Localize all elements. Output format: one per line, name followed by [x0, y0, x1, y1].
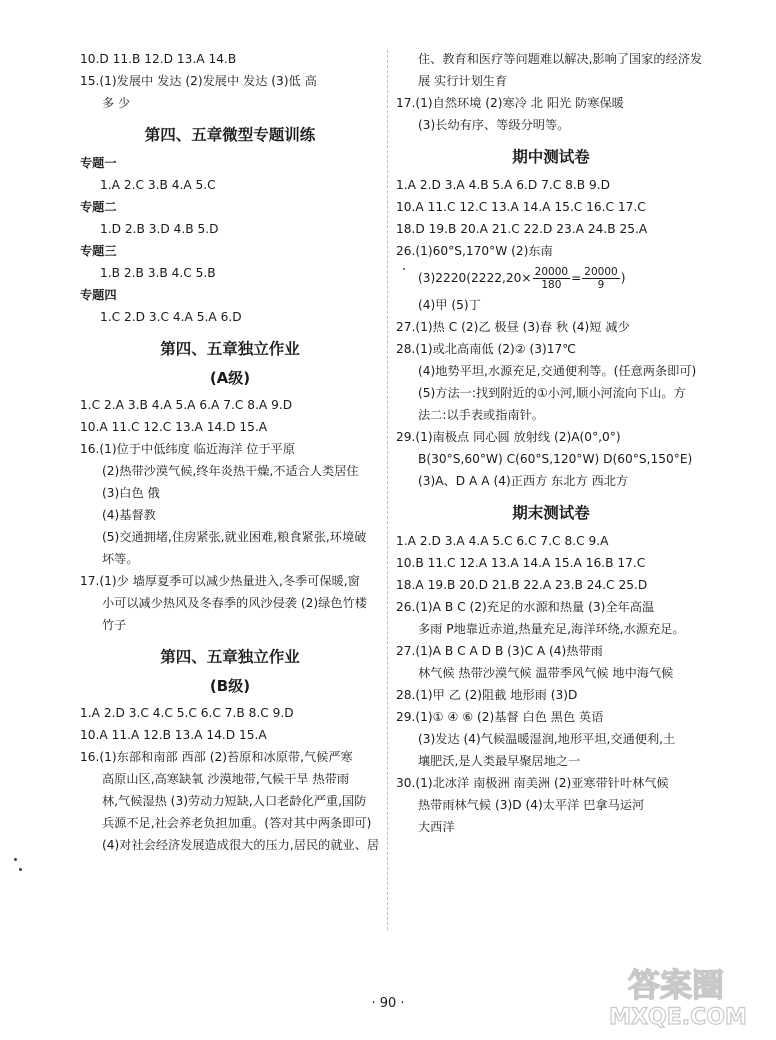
scan-speck [14, 858, 17, 861]
page-number: · 90 · [371, 996, 405, 1011]
fraction [582, 266, 619, 291]
fraction-suffix: ) [620, 271, 626, 285]
answer-line: 10.A 11.C 12.C 13.A 14.A 15.C 16.C 17.C [396, 200, 646, 214]
answer-line: 1.C 2.D 3.C 4.A 5.A 6.D [100, 310, 242, 324]
fraction-numerator: 20000 [534, 266, 569, 278]
answer-line: 26.(1)A B C (2)充足的水源和热量 (3)全年高温 [396, 600, 655, 614]
answer-line: (3)发达 (4)气候温暖湿润,地形平坦,交通便利,土 [418, 732, 676, 746]
answer-line: 29.(1)① ④ ⑥ (2)基督 白色 黑色 英语 [396, 710, 604, 724]
answer-line: 多 少 [102, 96, 131, 110]
topic-label: 专题四 [80, 288, 117, 302]
answer-line: (4)基督教 [102, 508, 156, 522]
fraction [533, 266, 570, 291]
answer-line: 住、教育和医疗等问题难以解决,影响了国家的经济发 [418, 52, 703, 66]
left-column [80, 48, 380, 856]
answer-line: 高原山区,高寒缺氧 沙漠地带,气候干旱 热带雨 [102, 772, 350, 786]
topic-label: 专题二 [80, 200, 117, 214]
answer-line: 1.A 2.C 3.B 4.A 5.C [100, 178, 216, 192]
answer-line: 展 实行计划生育 [418, 74, 508, 88]
answer-line: (4)对社会经济发展造成很大的压力,居民的就业、居 [102, 838, 380, 852]
answer-line: (3)白色 俄 [102, 486, 160, 500]
right-column [396, 48, 706, 838]
section-subheading: (B级) [209, 677, 251, 695]
fraction-denominator: 9 [597, 279, 605, 291]
section-heading: 第四、五章微型专题训练 [144, 126, 316, 144]
answer-line: 18.D 19.B 20.A 21.C 22.D 23.A 24.B 25.A [396, 222, 648, 236]
scan-speck [19, 868, 22, 871]
fraction-numerator: 20000 [584, 266, 618, 278]
answer-line: 10.B 11.C 12.A 13.A 14.A 15.A 16.B 17.C [396, 556, 646, 570]
answer-line: 15.(1)发展中 发达 (2)发展中 发达 (3)低 高 [80, 74, 317, 88]
answer-line: (3)长幼有序、等级分明等。 [418, 118, 570, 132]
equals-sign: = [571, 271, 582, 285]
answer-line: 小可以减少热风及冬春季的风沙侵袭 (2)绿色竹楼 [102, 596, 367, 610]
answer-line: 17.(1)少 墙厚夏季可以减少热量进入,冬季可保暖,窗 [80, 574, 360, 588]
answer-line: 28.(1)或北高南低 (2)② (3)17℃ [396, 342, 576, 356]
answer-line: 多雨 P地靠近赤道,热量充足,海洋环绕,水源充足。 [418, 622, 685, 636]
answer-line: 16.(1)位于中低纬度 临近海洋 位于平原 [80, 442, 296, 456]
answer-line: 28.(1)甲 乙 (2)阻截 地形雨 (3)D [396, 688, 578, 702]
topic-label: 专题三 [80, 244, 117, 258]
answer-line: (5)交通拥堵,住房紧张,就业困难,粮食紧张,环境破 [102, 530, 367, 544]
answer-line-with-fraction [396, 262, 706, 294]
answer-line: 1.A 2.D 3.A 4.A 5.C 6.C 7.C 8.C 9.A [396, 534, 609, 548]
answer-line: 热带雨林气候 (3)D (4)太平洋 巴拿马运河 [418, 798, 645, 812]
section-heading: 第四、五章独立作业 [160, 648, 300, 666]
answer-line: 坏等。 [102, 552, 139, 566]
answer-line: 29.(1)南极点 同心圆 放射线 (2)A(0°,0°) [396, 430, 621, 444]
answer-line: 27.(1)A B C A D B (3)C A (4)热带雨 [396, 644, 603, 658]
answer-line: 兵源不足,社会养老负担加重。(答对其中两条即可) [102, 816, 372, 830]
fraction-denominator: 180 [541, 279, 562, 291]
answer-line: 1.C 2.A 3.B 4.A 5.A 6.A 7.C 8.A 9.D [80, 398, 293, 412]
scan-speck [403, 268, 405, 270]
answer-line: 林气候 热带沙漠气候 温带季风气候 地中海气候 [418, 666, 674, 680]
answer-line: (2)热带沙漠气候,终年炎热干燥,不适合人类居住 [102, 464, 359, 478]
watermark-url: MXQE.COM [609, 1005, 747, 1030]
answer-line: 10.D 11.B 12.D 13.A 14.B [80, 52, 237, 66]
answer-line: 1.B 2.B 3.B 4.C 5.B [100, 266, 216, 280]
answer-line: 竹子 [102, 618, 127, 632]
answer-line: 10.A 11.C 12.C 13.A 14.D 15.A [80, 420, 268, 434]
answer-line: 壤肥沃,是人类最早聚居地之一 [418, 754, 581, 768]
answer-line: 30.(1)北冰洋 南极洲 南美洲 (2)亚寒带针叶林气候 [396, 776, 669, 790]
section-heading: 期中测试卷 [512, 148, 590, 166]
answer-line: 27.(1)热 C (2)乙 极昼 (3)春 秋 (4)短 减少 [396, 320, 630, 334]
watermark-logo [592, 960, 762, 1032]
column-divider [387, 50, 388, 930]
answer-line: 大西洋 [418, 820, 455, 834]
answer-line: (5)方法一:找到附近的①小河,顺小河流向下山。方 [418, 386, 686, 400]
section-heading: 第四、五章独立作业 [160, 340, 300, 358]
fraction-prefix: (3)2220(2222,20× [418, 271, 532, 285]
section-heading: 期末测试卷 [512, 504, 590, 522]
section-subheading: (A级) [209, 369, 251, 387]
answer-line: 17.(1)自然环境 (2)寒冷 北 阳光 防寒保暖 [396, 96, 624, 110]
answer-line: 1.D 2.B 3.D 4.B 5.D [100, 222, 219, 236]
answer-line: 法二:以手表或指南针。 [418, 408, 544, 422]
answer-line: 1.A 2.D 3.A 4.B 5.A 6.D 7.C 8.B 9.D [396, 178, 611, 192]
answer-line: 18.A 19.B 20.D 21.B 22.A 23.B 24.C 25.D [396, 578, 648, 592]
answer-line: (3)A、D A A (4)正西方 东北方 西北方 [418, 474, 629, 488]
answer-line: 1.A 2.D 3.C 4.C 5.C 6.C 7.B 8.C 9.D [80, 706, 294, 720]
watermark-text: 答案圈 [627, 966, 725, 1004]
answer-line: B(30°S,60°W) C(60°S,120°W) D(60°S,150°E) [418, 452, 693, 466]
answer-line: 10.A 11.A 12.B 13.A 14.D 15.A [80, 728, 267, 742]
answer-line: (4)甲 (5)丁 [418, 298, 481, 312]
answer-line: (4)地势平坦,水源充足,交通便利等。(任意两条即可) [418, 364, 697, 378]
answer-line: 26.(1)60°S,170°W (2)东南 [396, 244, 553, 258]
answer-line: 16.(1)东部和南部 西部 (2)苔原和冰原带,气候严寒 [80, 750, 353, 764]
answer-line: 林,气候湿热 (3)劳动力短缺,人口老龄化严重,国防 [102, 794, 367, 808]
topic-label: 专题一 [80, 156, 117, 170]
